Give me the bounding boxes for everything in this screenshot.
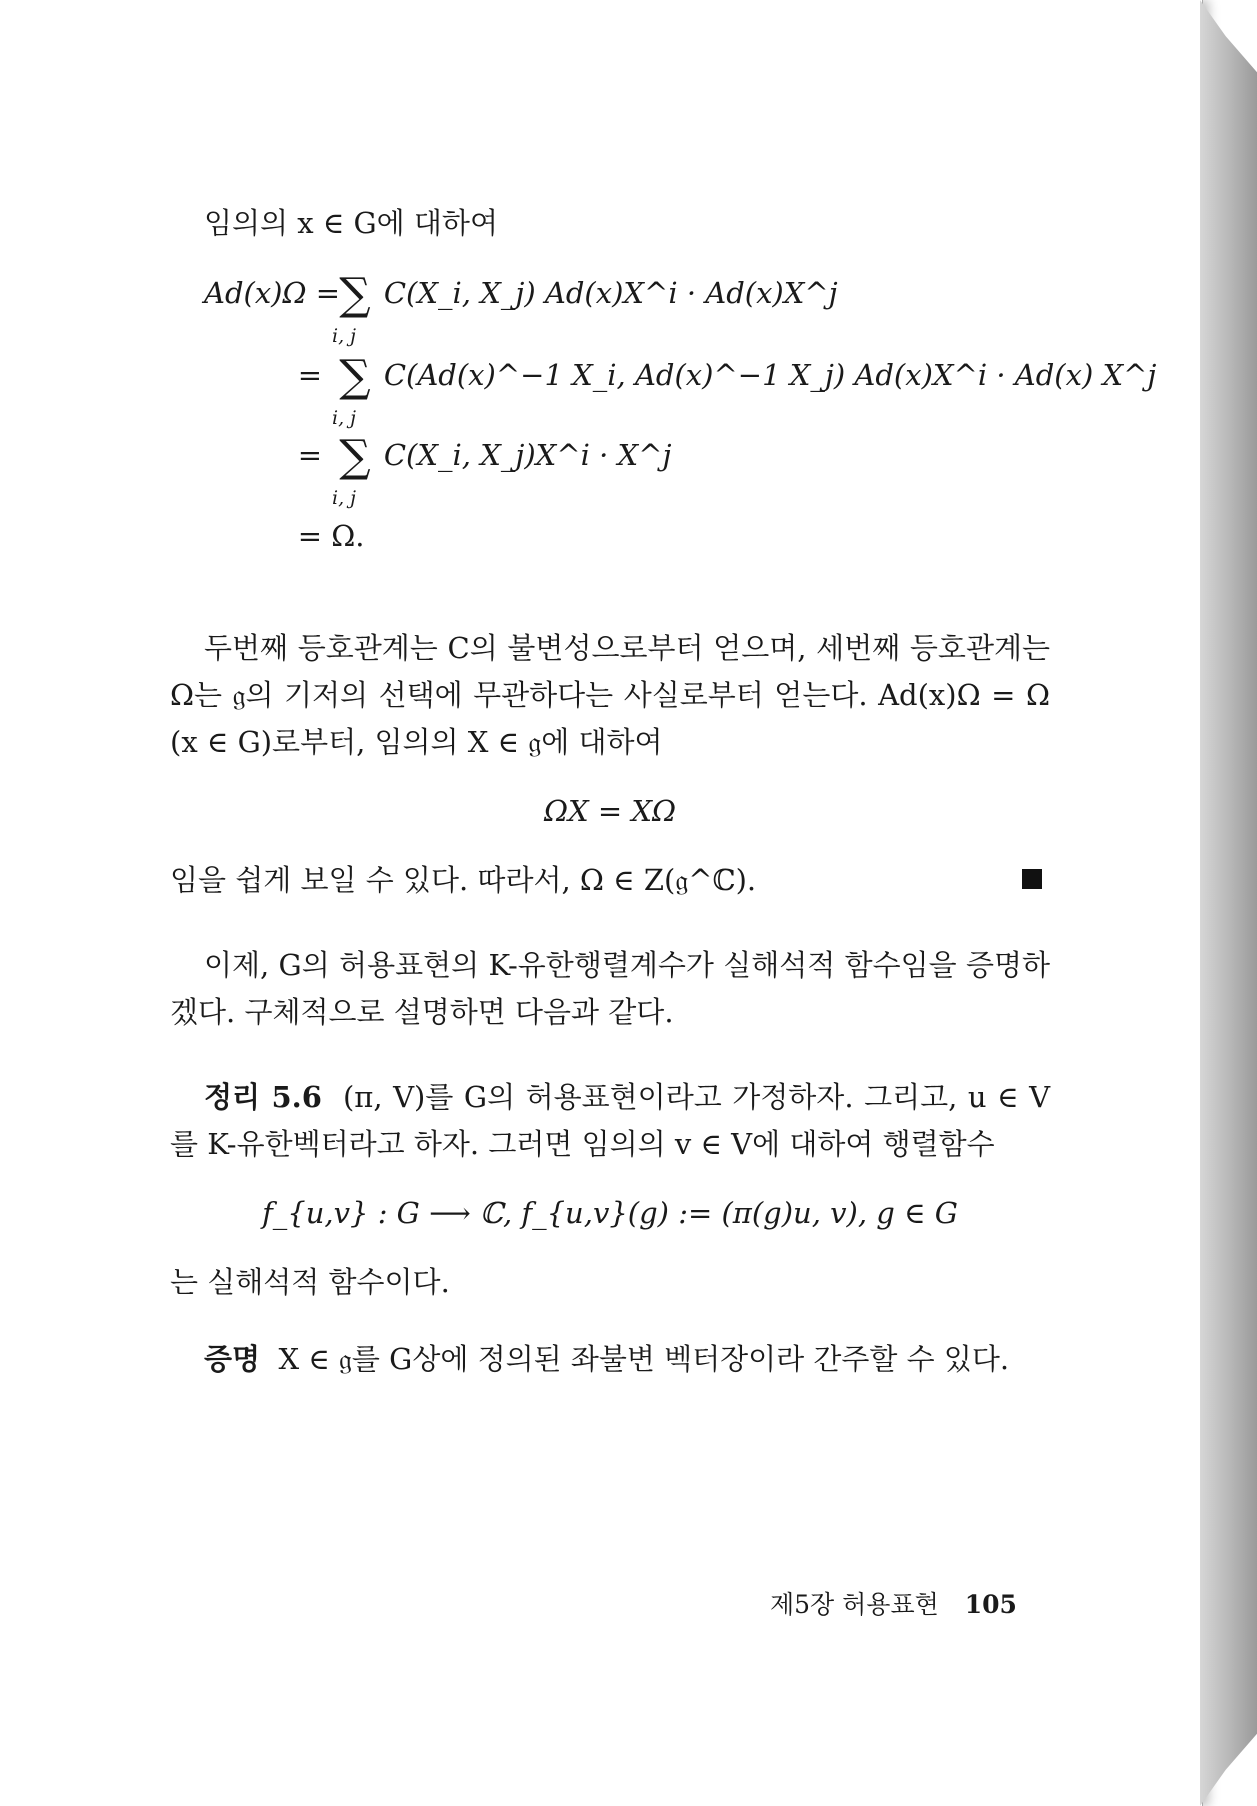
intro-line: 임의의 x ∈ G에 대하여 (204, 206, 498, 240)
theorem-5-6 (170, 1074, 1050, 1168)
conclusion-text: 임을 쉽게 보일 수 있다. 따라서, Ω ∈ Z(𝔤^ℂ). (170, 863, 757, 897)
matrix-coefficient-formula: f_{u,v} : G ⟶ ℂ, f_{u,v}(g) := (π(g)u, v), g ∈ G (262, 1196, 958, 1230)
equation-line-1: Ad(x)Ω = ∑ i, j C(X_i, X_j) Ad(x)X^i · Ad(x)X^j (204, 265, 838, 317)
page-stack-edge (1200, 0, 1257, 1806)
display-equation-ad (204, 255, 1157, 595)
paragraph-intro-theorem: 이제, G의 허용표현의 K-유한행렬계수가 실해석적 함수임을 증명하겠다. 구체적으로 설명하면 다음과 같다. (170, 948, 1050, 1029)
theorem-tail: 는 실해석적 함수이다. (170, 1265, 450, 1299)
sum-symbol: ∑ (339, 351, 371, 402)
sum-index: i, j (332, 487, 357, 509)
page-number: 105 (964, 1590, 1017, 1619)
theorem-text: (π, V)를 G의 허용표현이라고 가정하자. 그리고, u ∈ V를 K-유한벡터라고 하자. 그러면 임의의 v ∈ V에 대하여 행렬함수 (170, 1080, 1051, 1161)
proof (170, 1336, 1050, 1383)
qed-square-icon (1022, 869, 1042, 889)
sum-symbol: ∑ (339, 431, 371, 482)
sum-index: i, j (332, 325, 357, 347)
sum-index: i, j (332, 407, 357, 429)
theorem-label: 정리 5.6 (204, 1080, 322, 1114)
equation-line-4: = Ω. (297, 519, 365, 553)
paragraph-invariance: 두번째 등호관계는 C의 불변성으로부터 얻으며, 세번째 등호관계는 Ω는 𝔤의 기저의 선택에 무관하다는 사실로부터 얻는다. Ad(x)Ω = Ω (x ∈ G)로부터, 임의의 X ∈ 𝔤에 대하여 (170, 631, 1050, 759)
page-content (170, 200, 1157, 1383)
proof-label: 증명 (204, 1342, 261, 1376)
sum-symbol: ∑ (339, 269, 371, 320)
equation-line-2: = ∑ i, j C(Ad(x)^−1 X_i, Ad(x)^−1 X_j) Ad(x)X^i · Ad(x) X^j (204, 347, 1156, 399)
proof-text: X ∈ 𝔤를 G상에 정의된 좌불변 벡터장이라 간주할 수 있다. (278, 1342, 1010, 1376)
commutation-equation: ΩX = XΩ (543, 794, 677, 828)
conclusion-row (170, 857, 1050, 904)
chapter-title: 제5장 허용표현 (770, 1590, 939, 1619)
page-footer (770, 1585, 1017, 1621)
equation-line-3: = ∑ i, j C(X_i, X_j)X^i · X^j (204, 427, 671, 479)
